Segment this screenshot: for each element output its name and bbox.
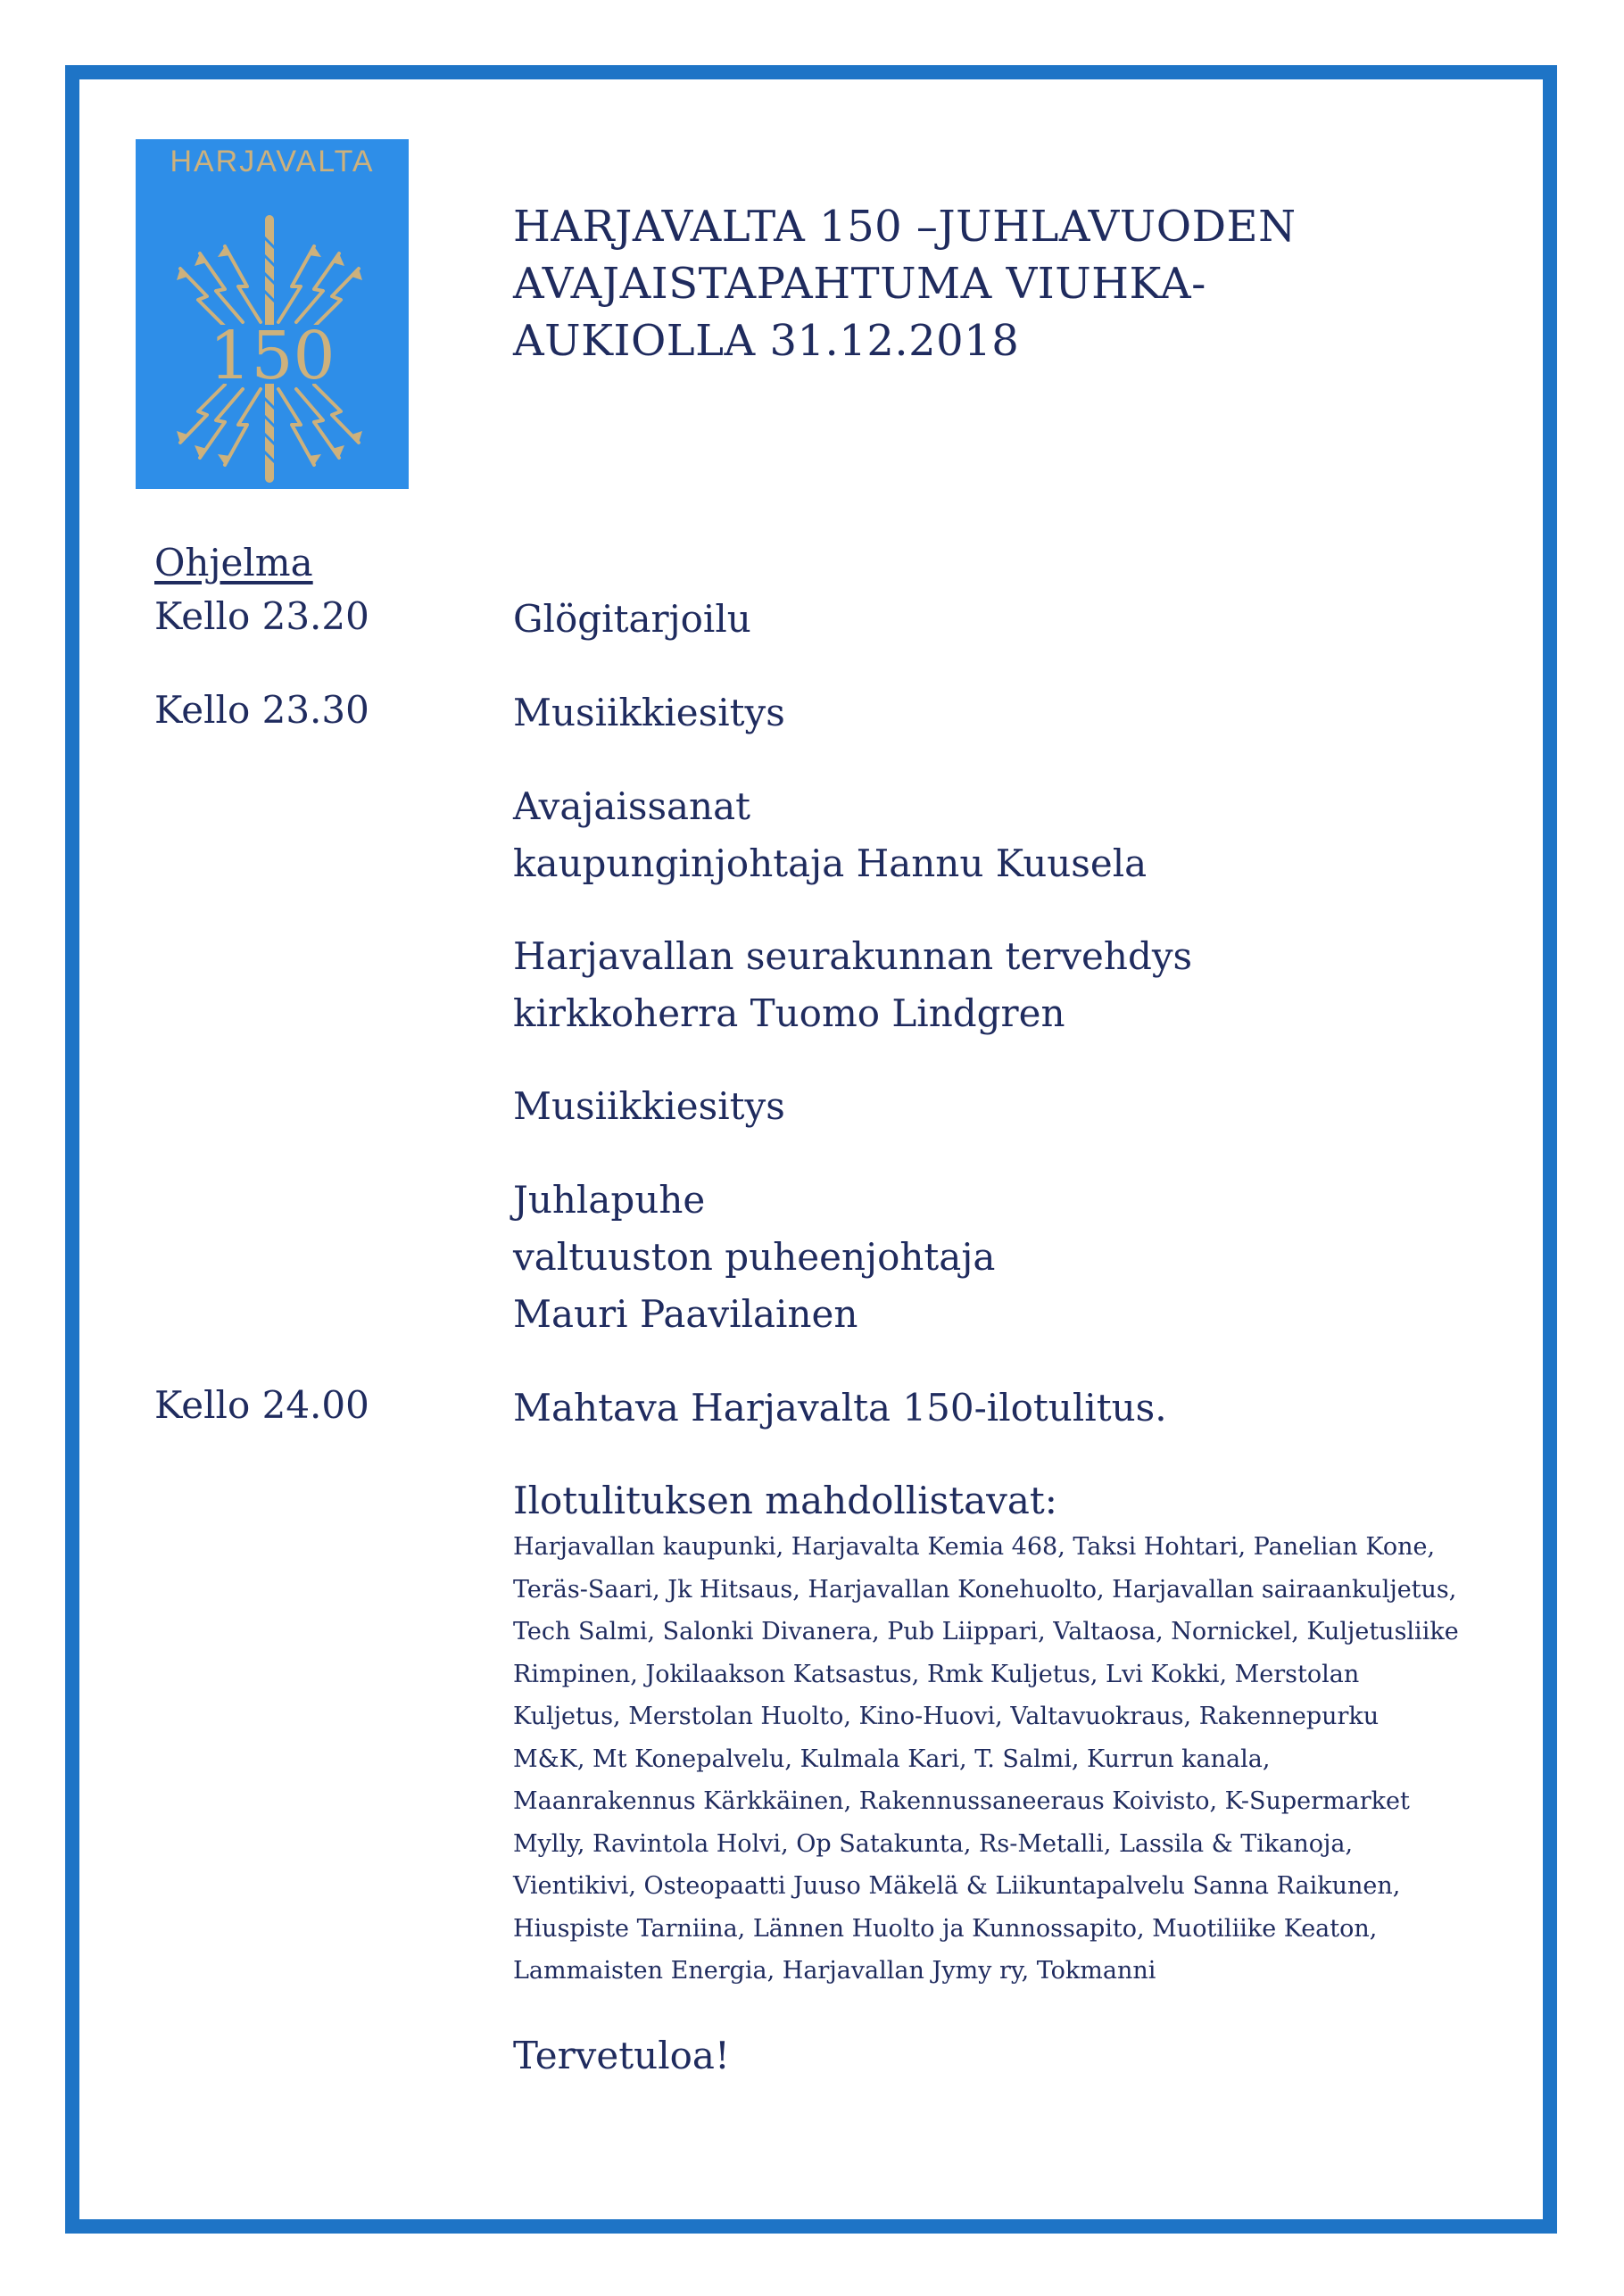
logo-number: 150 xyxy=(209,318,336,394)
sponsor-line: Teräs-Saari, Jk Hitsaus, Harjavallan Konehuolto, Harjavallan sairaankuljetus, xyxy=(513,1575,1457,1604)
sponsor-line: Maanrakennus Kärkkäinen, Rakennussaneeraus Koivisto, K-Supermarket xyxy=(513,1787,1410,1815)
closing-greeting: Tervetuloa! xyxy=(513,2034,730,2077)
program-item-music: Musiikkiesitys xyxy=(513,691,785,734)
sponsor-line: Vientikivi, Osteopaatti Juuso Mäkelä & Liikuntapalvelu Sanna Raikunen, xyxy=(513,1872,1401,1900)
page-title xyxy=(513,198,1450,369)
sponsor-line: M&K, Mt Konepalvelu, Kulmala Kari, T. Salmi, Kurrun kanala, xyxy=(513,1745,1271,1773)
program-heading: Ohjelma xyxy=(154,541,313,584)
program-item-speech-speaker: Mauri Paavilainen xyxy=(513,1292,858,1336)
sponsor-line: Mylly, Ravintola Holvi, Op Satakunta, Rs-Metalli, Lassila & Tikanoja, xyxy=(513,1829,1354,1858)
sponsor-line: Kuljetus, Merstolan Huolto, Kino-Huovi, Valtavuokraus, Rakennepurku xyxy=(513,1703,1380,1730)
sponsor-list xyxy=(513,1526,1504,1993)
program-item-music: Musiikkiesitys xyxy=(513,1084,785,1128)
sponsors-heading: Ilotulituksen mahdollistavat: xyxy=(513,1479,1057,1522)
sponsor-line: Tech Salmi, Salonki Divanera, Pub Liippari, Valtaosa, Nornickel, Kuljetusliike xyxy=(513,1618,1459,1645)
sponsor-line: Lammaisten Energia, Harjavallan Jymy ry, Tokmanni xyxy=(513,1957,1156,1985)
program-item-speech-title: Juhlapuhe xyxy=(513,1178,706,1222)
logo-wordmark: HARJAVALTA xyxy=(170,145,375,178)
program-item-speech-role: valtuuston puheenjohtaja xyxy=(513,1235,996,1279)
title-line: AVAJAISTAPAHTUMA VIUHKA- xyxy=(513,259,1206,309)
time-2330: Kello 23.30 xyxy=(154,688,369,732)
time-2400: Kello 24.00 xyxy=(154,1383,369,1427)
program-item-parish-title: Harjavallan seurakunnan tervehdys xyxy=(513,934,1193,978)
sponsor-line: Hiuspiste Tarniina, Lännen Huolto ja Kunnossapito, Muotiliike Keaton, xyxy=(513,1914,1378,1943)
program-item-opening-title: Avajaissanat xyxy=(513,784,751,828)
harjavalta-150-logo xyxy=(136,139,409,489)
program-item-fireworks: Mahtava Harjavalta 150-ilotulitus. xyxy=(513,1386,1167,1430)
title-line: AUKIOLLA 31.12.2018 xyxy=(513,316,1020,366)
lightning-emblem-icon xyxy=(136,139,409,489)
title-line: HARJAVALTA 150 –JUHLAVUODEN xyxy=(513,202,1297,252)
program-item-opening-speaker: kaupunginjohtaja Hannu Kuusela xyxy=(513,841,1148,885)
time-2320: Kello 23.20 xyxy=(154,594,369,638)
sponsor-line: Harjavallan kaupunki, Harjavalta Kemia 468, Taksi Hohtari, Panelian Kone, xyxy=(513,1533,1436,1561)
program-item-parish-speaker: kirkkoherra Tuomo Lindgren xyxy=(513,991,1065,1035)
program-item-glogi: Glögitarjoilu xyxy=(513,597,751,641)
sponsor-line: Rimpinen, Jokilaakson Katsastus, Rmk Kuljetus, Lvi Kokki, Merstolan xyxy=(513,1660,1360,1688)
